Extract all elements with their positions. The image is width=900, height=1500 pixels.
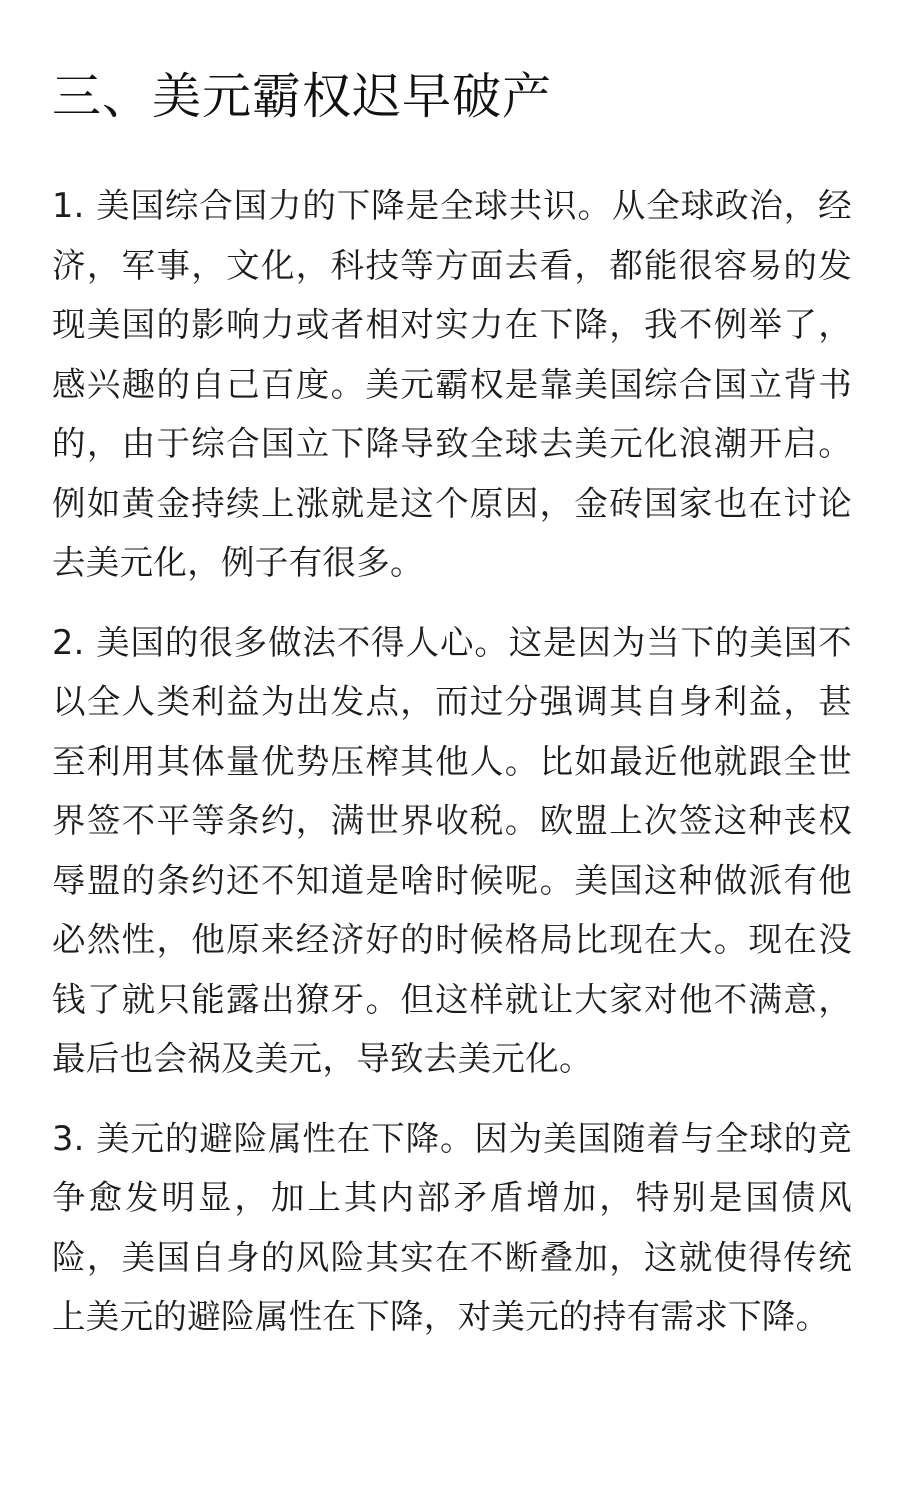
article-title: 三、美元霸权迟早破产	[52, 68, 553, 125]
paragraph-2: 2. 美国的很多做法不得人心。这是因为当下的美国不以全人类利益为出发点，而过分强调其自身利益，甚至利用其体量优势压榨其他人。比如最近他就跟全世界签不平等条约，满世界收税。欧盟上次签这种丧权辱盟的条约还不知道是啥时候呢。美国这种做派有他必然性，他原来经济好的时候格局比现在大。现在没钱了就只能露出獠牙。但这样就让大家对他不满意，最后也会祸及美元，导致去美元化。	[52, 622, 852, 1078]
paragraph-3: 3. 美元的避险属性在下降。因为美国随着与全球的竞争愈发明显，加上其内部矛盾增加，特别是国债风险，美国自身的风险其实在不断叠加，这就使得传统上美元的避险属性在下降，对美元的持有需求下降。	[52, 1118, 852, 1336]
article-body	[52, 176, 852, 1347]
paragraph-1: 1. 美国综合国力的下降是全球共识。从全球政治，经济，军事，文化，科技等方面去看，都能很容易的发现美国的影响力或者相对实力在下降，我不例举了，感兴趣的自己百度。美元霸权是靠美国综合国立背书的，由于综合国立下降导致全球去美元化浪潮开启。例如黄金持续上涨就是这个原因，金砖国家也在讨论去美元化，例子有很多。	[52, 186, 852, 582]
